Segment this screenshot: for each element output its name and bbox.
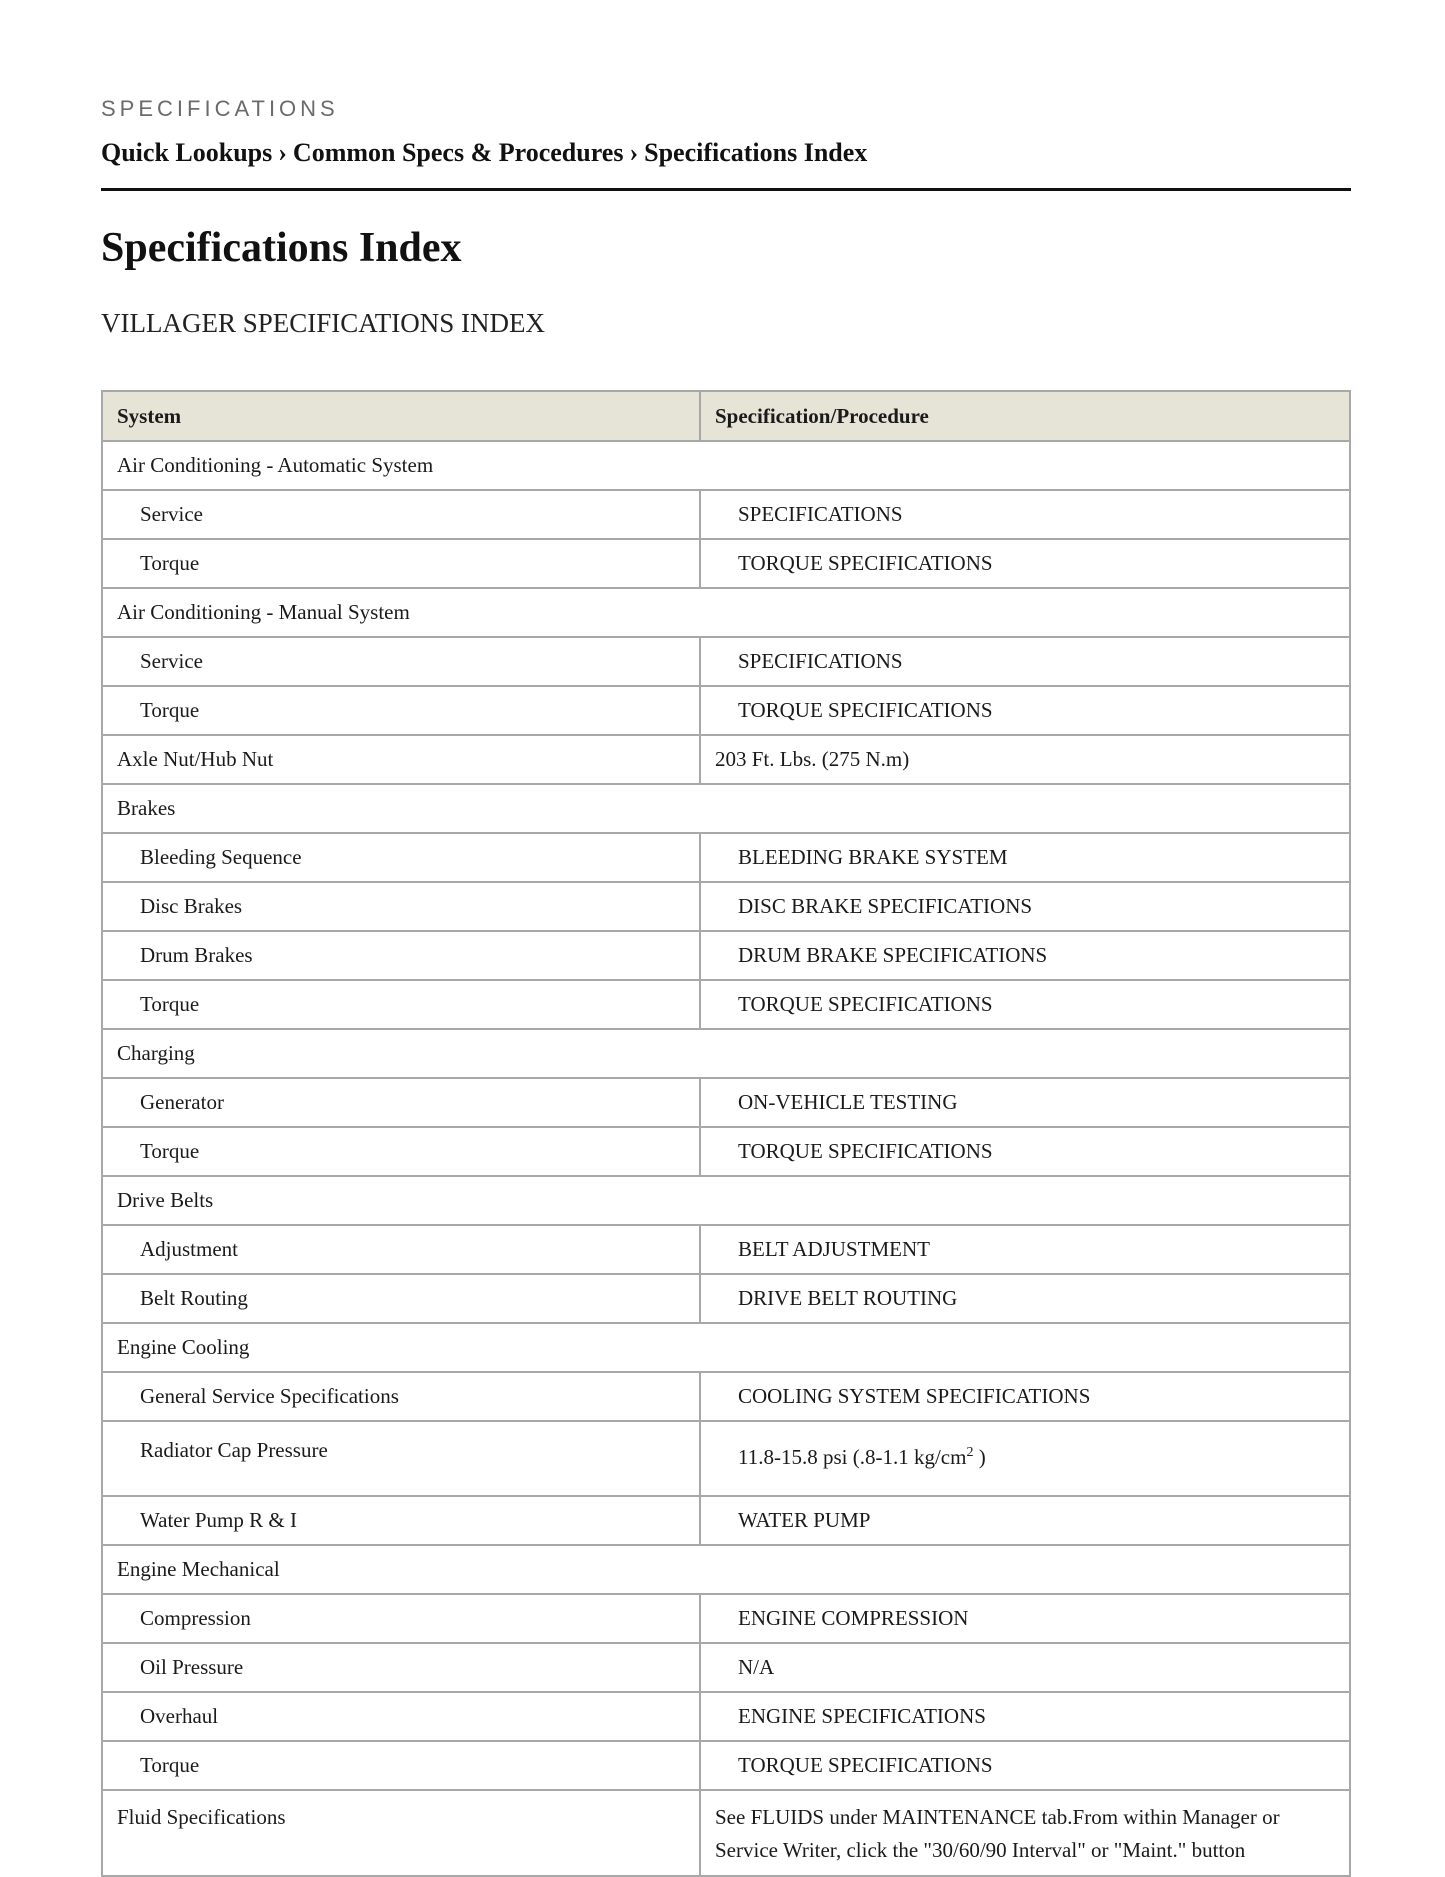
spec-link[interactable]: TORQUE SPECIFICATIONS xyxy=(700,686,1350,735)
system-cell: Water Pump R & I xyxy=(102,1496,700,1545)
breadcrumb-separator: › xyxy=(278,138,287,167)
system-cell: Radiator Cap Pressure xyxy=(102,1421,700,1496)
spec-value: 203 Ft. Lbs. (275 N.m) xyxy=(700,735,1350,784)
table-row xyxy=(102,980,1350,1029)
system-cell: Fluid Specifications xyxy=(102,1790,700,1876)
breadcrumb xyxy=(101,138,867,168)
system-cell: Torque xyxy=(102,539,700,588)
spec-value-superscript: 2 xyxy=(966,1445,974,1460)
system-cell: Adjustment xyxy=(102,1225,700,1274)
system-cell: Service xyxy=(102,490,700,539)
table-row-group xyxy=(102,1176,1350,1225)
table-row xyxy=(102,931,1350,980)
spec-value: See FLUIDS under MAINTENANCE tab.From within Manager or Service Writer, click the "30/60/90 Interval" or "Maint." button xyxy=(700,1790,1350,1876)
spec-link[interactable]: SPECIFICATIONS xyxy=(700,637,1350,686)
table-row-group xyxy=(102,1323,1350,1372)
spec-value-main: 11.8-15.8 psi (.8-1.1 kg/cm xyxy=(738,1445,967,1469)
spec-link[interactable]: BELT ADJUSTMENT xyxy=(700,1225,1350,1274)
system-cell: Disc Brakes xyxy=(102,882,700,931)
system-cell: Service xyxy=(102,637,700,686)
column-header-system: System xyxy=(102,391,700,441)
breadcrumb-item-common-specs[interactable]: Common Specs & Procedures xyxy=(292,138,624,167)
system-cell: General Service Specifications xyxy=(102,1372,700,1421)
group-cell: Drive Belts xyxy=(102,1176,1350,1225)
breadcrumb-item-specifications-index: Specifications Index xyxy=(644,138,868,167)
table-row xyxy=(102,1643,1350,1692)
system-cell: Torque xyxy=(102,1741,700,1790)
spec-link[interactable]: BLEEDING BRAKE SYSTEM xyxy=(700,833,1350,882)
spec-link[interactable]: ON-VEHICLE TESTING xyxy=(700,1078,1350,1127)
spec-link[interactable]: TORQUE SPECIFICATIONS xyxy=(700,1741,1350,1790)
page-subtitle: VILLAGER SPECIFICATIONS INDEX xyxy=(101,308,545,338)
section-label: SPECIFICATIONS xyxy=(101,96,339,121)
spec-link[interactable]: SPECIFICATIONS xyxy=(700,490,1350,539)
table-row xyxy=(102,1078,1350,1127)
table-row-group xyxy=(102,441,1350,490)
system-cell: Bleeding Sequence xyxy=(102,833,700,882)
table-row xyxy=(102,1274,1350,1323)
spec-link[interactable]: DRUM BRAKE SPECIFICATIONS xyxy=(700,931,1350,980)
table-row-group xyxy=(102,784,1350,833)
header-divider xyxy=(101,188,1351,191)
column-header-spec: Specification/Procedure xyxy=(700,391,1350,441)
spec-value xyxy=(700,1421,1350,1496)
table-row xyxy=(102,1741,1350,1790)
group-cell: Brakes xyxy=(102,784,1350,833)
system-cell: Belt Routing xyxy=(102,1274,700,1323)
breadcrumb-separator: › xyxy=(629,138,639,167)
spec-link[interactable]: DRIVE BELT ROUTING xyxy=(700,1274,1350,1323)
breadcrumb-item-quick-lookups[interactable]: Quick Lookups xyxy=(101,138,273,167)
spec-link[interactable]: COOLING SYSTEM SPECIFICATIONS xyxy=(700,1372,1350,1421)
table-header-row xyxy=(102,391,1350,441)
table-row xyxy=(102,1790,1350,1876)
table-row xyxy=(102,1127,1350,1176)
group-cell: Engine Cooling xyxy=(102,1323,1350,1372)
table-row xyxy=(102,1692,1350,1741)
system-cell: Overhaul xyxy=(102,1692,700,1741)
spec-value: N/A xyxy=(700,1643,1350,1692)
table-row xyxy=(102,735,1350,784)
group-cell: Engine Mechanical xyxy=(102,1545,1350,1594)
table-row xyxy=(102,1594,1350,1643)
spec-link[interactable]: DISC BRAKE SPECIFICATIONS xyxy=(700,882,1350,931)
table-row xyxy=(102,833,1350,882)
spec-link[interactable]: ENGINE COMPRESSION xyxy=(700,1594,1350,1643)
group-cell: Charging xyxy=(102,1029,1350,1078)
system-cell: Torque xyxy=(102,980,700,1029)
table-row-group xyxy=(102,1029,1350,1078)
spec-link[interactable]: TORQUE SPECIFICATIONS xyxy=(700,539,1350,588)
table-row xyxy=(102,882,1350,931)
group-cell: Air Conditioning - Automatic System xyxy=(102,441,1350,490)
system-cell: Oil Pressure xyxy=(102,1643,700,1692)
spec-value-end: ) xyxy=(973,1445,986,1469)
table-row xyxy=(102,1421,1350,1496)
table-row xyxy=(102,1496,1350,1545)
table-row xyxy=(102,1372,1350,1421)
group-cell: Air Conditioning - Manual System xyxy=(102,588,1350,637)
table-row-group xyxy=(102,588,1350,637)
spec-link[interactable]: ENGINE SPECIFICATIONS xyxy=(700,1692,1350,1741)
table-row xyxy=(102,539,1350,588)
page-title: Specifications Index xyxy=(101,225,462,271)
system-cell: Axle Nut/Hub Nut xyxy=(102,735,700,784)
system-cell: Torque xyxy=(102,1127,700,1176)
system-cell: Compression xyxy=(102,1594,700,1643)
spec-link[interactable]: TORQUE SPECIFICATIONS xyxy=(700,980,1350,1029)
table-row-group xyxy=(102,1545,1350,1594)
spec-link[interactable]: TORQUE SPECIFICATIONS xyxy=(700,1127,1350,1176)
spec-link[interactable]: WATER PUMP xyxy=(700,1496,1350,1545)
system-cell: Generator xyxy=(102,1078,700,1127)
table-row xyxy=(102,686,1350,735)
system-cell: Torque xyxy=(102,686,700,735)
specifications-table xyxy=(101,390,1351,1877)
table-row xyxy=(102,490,1350,539)
table-row xyxy=(102,1225,1350,1274)
system-cell: Drum Brakes xyxy=(102,931,700,980)
table-row xyxy=(102,637,1350,686)
